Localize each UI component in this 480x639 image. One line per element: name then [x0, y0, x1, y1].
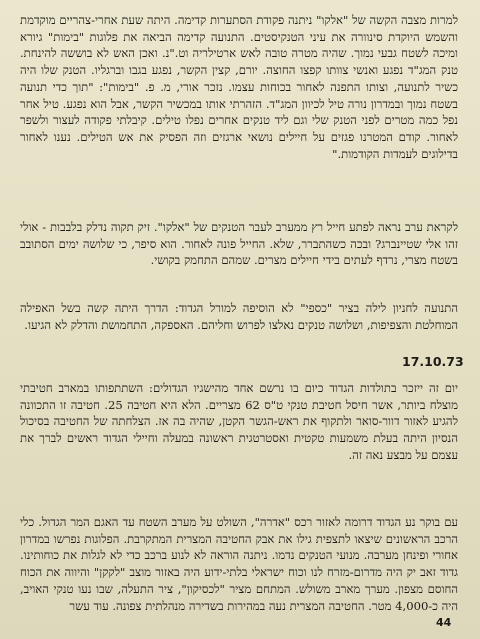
- date-heading: 17.10.73: [402, 354, 464, 369]
- page-number: 44: [436, 616, 452, 629]
- paragraph-1: למרות מצבה הקשה של "אלקו" ניתנה פקודת הסתערות קדימה. היתה שעת אחרי-צהריים מוקדמת והשמש היוקדת סינוורה את עיני הטנקיסטים. התנועה קדימה הביאה את פלוגות "בימות" גיורא ומיכה לשטח גבעי נמוך. שהיה מטרה טובה לאש ארטילריה וט."נ. ואכן האש לא בוששה להינחת. טנק המג"ד נפגע ואנשי צוותו קפצו החוצה. יורם, קצין הקשר, נפגע בגבו וברגליו. הטנק שלו היה כשיר לתנועה, וצותו התפנה לאחור בכוחות עצמו. נזכר אורי, מ. פ. "בימות": "תוך כדי תנועה בשטח נמוך ובמדרון נורה טיל לכיוון המג"ד. הזהרתי אותו במכשיר הקשר, אבל הוא נפגע. טיל אחר נפל כמה מטרים לפני הטנק שלי וגם ליד טנקים אחרים נפלו טילים. קיבלתי פקודה לעצור ולשפר לאחור. קודם המטרנו פגזים על חיילים נושאי ארגזים וזה הפסיק את אש הטילים. נענו לאחור בדילוגים לעמדות הקודמות.": [20, 13, 458, 161]
- paragraph-2: לקראת ערב נראה לפתע חייל רץ ממערב לעבר הטנקים של "אלקו". זיק תקוה נדלק בלבבות - אולי זהו אלי שטיינברג? ובכה כשהתברר, שלא. החייל פונה לאחור. הוא סיפר, כי שלושה ימים הסתובב בשטח מצרי, נרדף לעתים בידי חיילים מצרים. שמהם התחמק בקושי.: [20, 220, 458, 268]
- paragraph-5: עם בוקר נע הגדוד דרומה לאזור רכס "אדרה", השולט על מערב השטח עד האגם המר הגדול. כלי הרכב הראשונים שיצאו לתצפית גילו את אבק החטיבה המצרית המתקרבת. הפלוגות נפרשו במדרון אחורי ופינחן מערבה. מנועי הטנקים נדמו. ניתנה הוראה לא לנוע ברכב כדי לא לגלות את כוחותינו. גדוד זאב יק היה מדרום-מזרח לנו וכוח ישראלי בלתי-ידוע היה באזור מוצב "לקקן" והיווה את הכוח החוסם מצפון. מערך מארב משולש. המתחם מציר "לכסיקון", ציר התעלה, שבו נעו טנקי האויב, היה כ-4,000 מטר. החטיבה המצרית נעה במהירות בשדירה מנהלתית צפונה. עוד עשר: [20, 515, 458, 613]
- paragraph-3: התנועה לחניון לילה בציר "כספי" לא הוסיפה למורל הגדוד: הדרך היתה קשה בשל האפילה המוחלטת והצפיפות, ושלושה טנקים נאלצו לפרוש וחליהם. האספקה, התחמושת והדלק לא הגיעו.: [20, 301, 458, 332]
- paragraph-4: יום זה ייזכר בתולדות הגדוד כיום בו נרשם אחד מהישגיו הגדולים: השתתפותו במארב חטיבתי מוצלח ביותר, אשר חיסל חטיבת טנקי ט"ס 62 מצריים. הלא היא חטיבה 25. חטיבה זו התכוונה להגיע לאזור דוור-סואר ולתקוף את ראש-הגשר הקטן, שהיה בה אז. הצלחתה של החטיבה בסיכול הנסיון היתה בעלת משמעות טקטית ואסטרטגית ראשונה במעלה וחיילי הגדוד ראשים לברך את עצמם על מבצע נאה זה.: [20, 381, 458, 462]
